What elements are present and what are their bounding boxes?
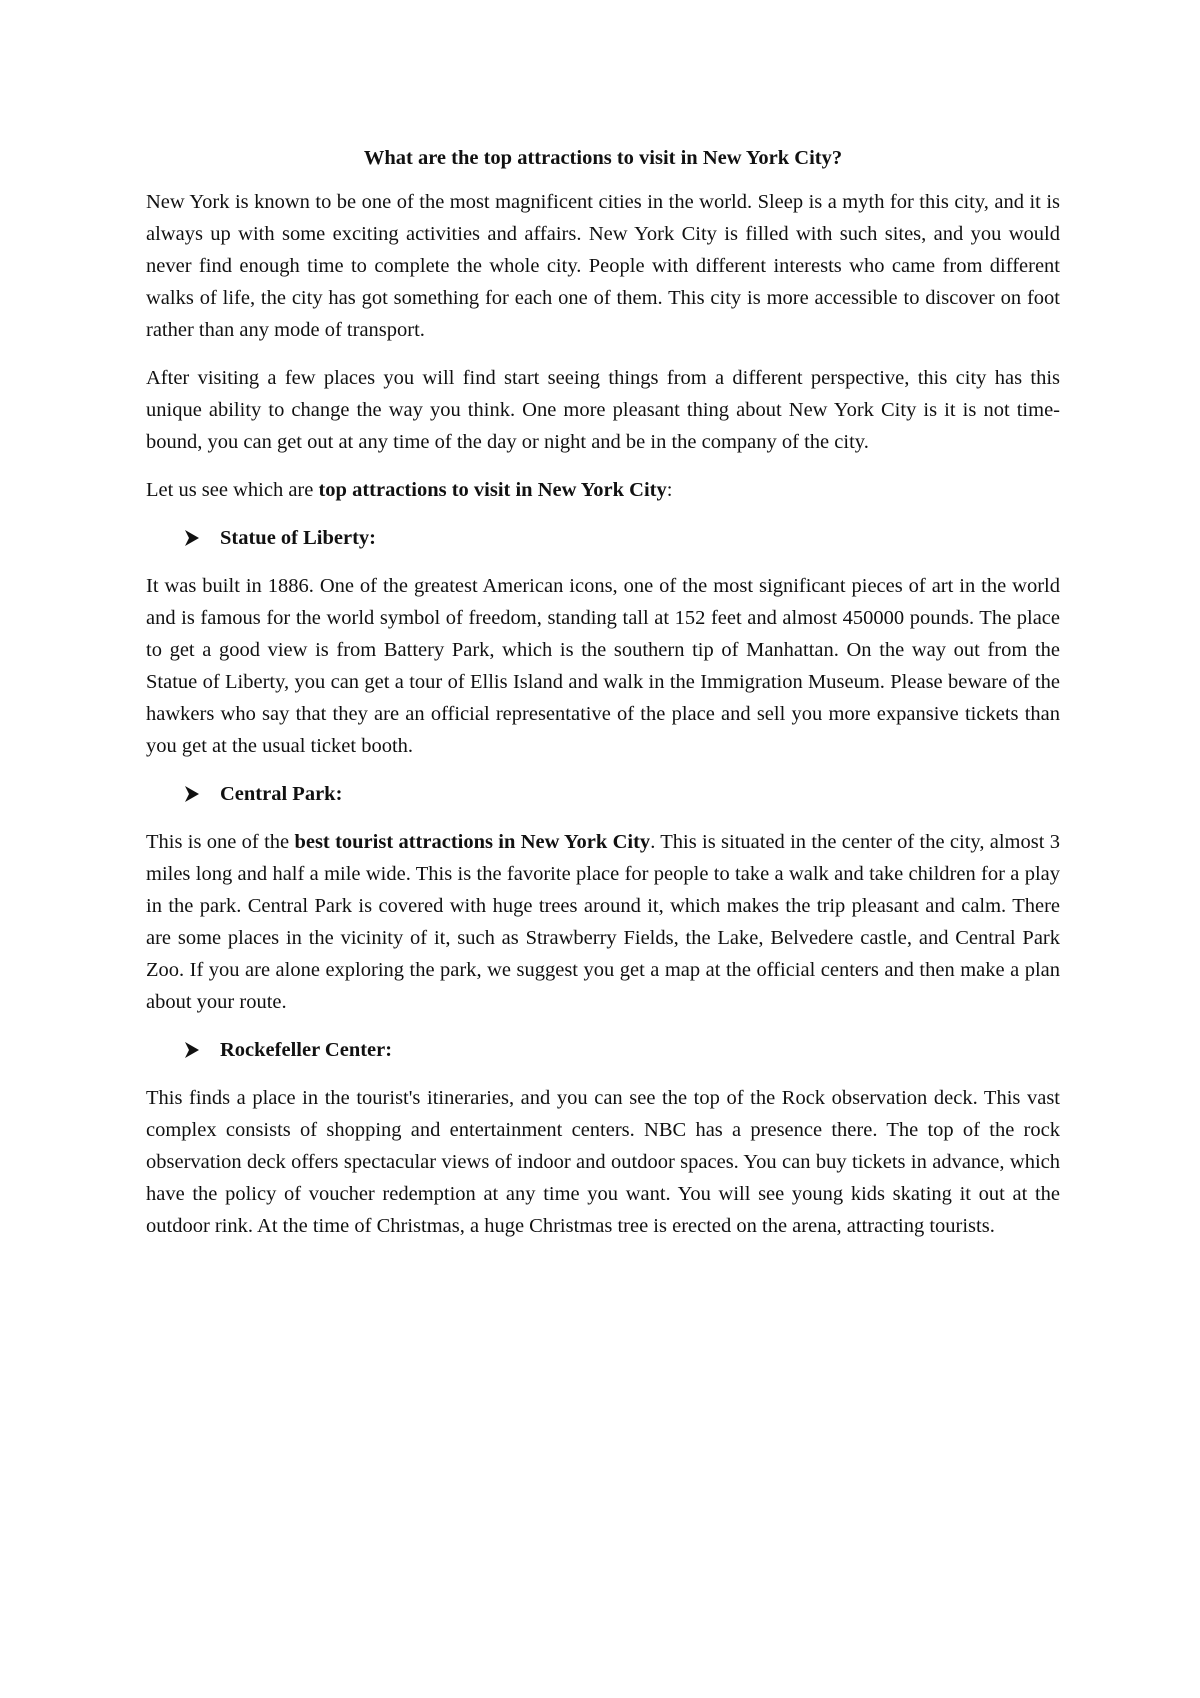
section-body-rockefeller-center: This finds a place in the tourist's itineraries, and you can see the top of the Rock observation deck. This vast complex consists of shopping and entertainment centers. NBC has a presence there. The top of the rock observation deck offers spectacular views of indoor and outdoor spaces. You can buy tickets in advance, which have the policy of voucher redemption at any time you want. You will see young kids skating it out at the outdoor rink. At the time of Christmas, a huge Christmas tree is erected on the arena, attracting tourists. [146,1087,1060,1237]
lead-paragraph [146,474,1060,506]
section-heading-label: Central Park: [220,783,343,805]
section-body-statue-of-liberty: It was built in 1886. One of the greatest American icons, one of the most significant pieces of art in the world and is famous for the world symbol of freedom, standing tall at 152 feet and almost 450000 pounds. The place to get a good view is from Battery Park, which is the southern tip of Manhattan. On the way out from the Statue of Liberty, you can get a tour of Ellis Island and walk in the Immigration Museum. Please beware of the hawkers who say that they are an official representative of the place and sell you more expansive tickets than you get at the usual ticket booth. [146,575,1060,757]
lead-colon: : [666,479,673,501]
section-heading-label: Rockefeller Center: [220,1039,393,1061]
arrowhead-bullet-icon [184,785,200,803]
section-heading-rockefeller-center [146,1034,1060,1066]
central-park-text-start: This is one of the [146,831,295,853]
section-heading-statue-of-liberty [146,522,1060,554]
central-park-bold-text: best tourist attractions in New York City [294,831,651,853]
document-title: What are the top attractions to visit in New York City? [363,147,843,169]
arrowhead-bullet-icon [184,1041,200,1059]
intro-paragraph-2: After visiting a few places you will find start seeing things from a different perspective, this city has this unique ability to change the way you think. One more pleasant thing about New York City is it is not time-bound, you can get out at any time of the day or night and be in the company of the city. [146,367,1060,453]
section-body-central-park [146,826,1060,1018]
intro-paragraph-1: New York is known to be one of the most magnificent cities in the world. Sleep is a myth for this city, and it is always up with some exciting activities and affairs. New York City is filled with such sites, and you would never find enough time to complete the whole city. People with different interests who came from different walks of life, the city has got something for each one of them. This city is more accessible to discover on foot rather than any mode of transport. [146,191,1060,341]
central-park-text-rest: . This is situated in the center of the city, almost 3 miles long and half a mile wide. This is the favorite place for people to take a walk and take children for a play in the park. Central Park is covered with huge trees around it, which makes the trip pleasant and calm. There are some places in the vicinity of it, such as Strawberry Fields, the Lake, Belvedere castle, and Central Park Zoo. If you are alone exploring the park, we suggest you get a map at the official centers and then make a plan about your route. [146,831,1060,1013]
document-page [146,142,1060,1258]
lead-text: Let us see which are [146,479,319,501]
lead-bold-text: top attractions to visit in New York City [318,479,667,501]
arrowhead-bullet-icon [184,529,200,547]
section-heading-label: Statue of Liberty: [220,527,377,549]
section-heading-central-park [146,778,1060,810]
